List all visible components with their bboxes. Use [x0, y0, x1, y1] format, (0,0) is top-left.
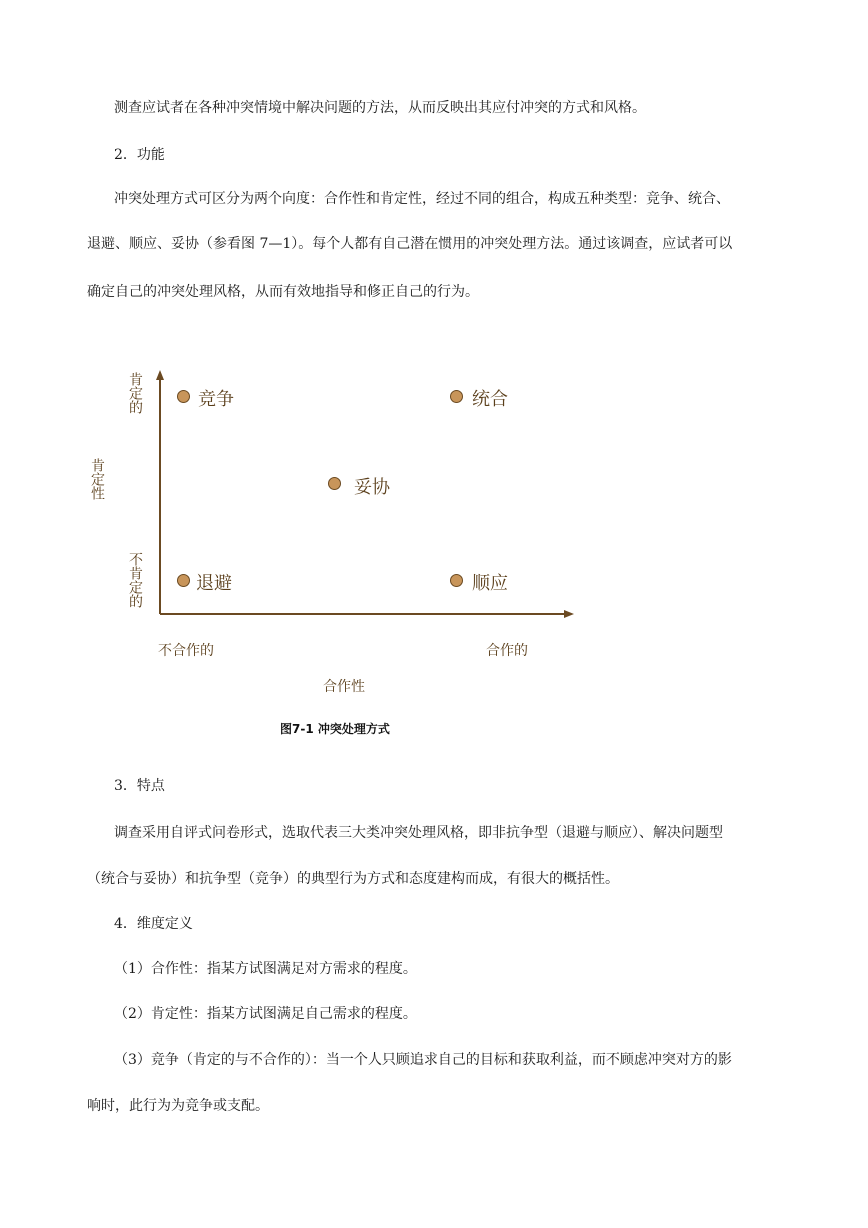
avoiding-point-dot [177, 574, 190, 587]
heading-function: 2．功能 [114, 147, 165, 163]
y-bottom-label: 不肯定的 [127, 552, 143, 608]
y-top-label: 肯定的 [127, 372, 143, 414]
integrating-point-dot [450, 390, 463, 403]
definition-assertiveness: （2）肯定性：指某方试图满足自己需求的程度。 [114, 1006, 417, 1022]
paragraph-features-line2: （统合与妥协）和抗争型（竞争）的典型行为方式和态度建构而成，有很大的概括性。 [87, 871, 619, 887]
compromising-point-dot [328, 477, 341, 490]
accommodating-point-dot [450, 574, 463, 587]
compromising-label: 妥协 [354, 477, 390, 498]
competing-label: 竞争 [198, 389, 234, 410]
integrating-label: 统合 [472, 389, 508, 410]
y-axis-arrow [156, 370, 164, 380]
definition-cooperativeness: （1）合作性：指某方试图满足对方需求的程度。 [114, 961, 417, 977]
x-right-label: 合作的 [486, 643, 528, 659]
accommodating-label: 顺应 [472, 573, 508, 594]
definition-competing-line2: 响时，此行为为竞争或支配。 [87, 1098, 269, 1114]
x-left-label: 不合作的 [158, 643, 214, 659]
paragraph-function-line3: 确定自己的冲突处理风格，从而有效地指导和修正自己的行为。 [87, 284, 479, 300]
avoiding-label: 退避 [196, 573, 232, 594]
competing-point-dot [177, 390, 190, 403]
figure-caption: 图7-1 冲突处理方式 [280, 722, 390, 736]
heading-dimensions: 4．维度定义 [114, 916, 193, 932]
definition-competing-line1: （3）竞争（肯定的与不合作的）：当一个人只顾追求自己的目标和获取利益，而不顾虑冲突对方的影 [114, 1052, 732, 1068]
paragraph-function-line1: 冲突处理方式可区分为两个向度：合作性和肯定性，经过不同的组合，构成五种类型：竞争、统合、 [114, 191, 730, 207]
x-axis-title: 合作性 [323, 679, 365, 695]
y-axis-title: 肯定性 [89, 458, 105, 500]
heading-features: 3．特点 [114, 778, 165, 794]
paragraph-method: 测查应试者在各种冲突情境中解决问题的方法，从而反映出其应付冲突的方式和风格。 [114, 100, 646, 116]
x-axis-arrow [564, 610, 574, 618]
paragraph-features-line1: 调查采用自评式问卷形式，选取代表三大类冲突处理风格，即非抗争型（退避与顺应）、解决问题型 [114, 825, 723, 841]
paragraph-function-line2: 退避、顺应、妥协（参看图 7—1）。每个人都有自己潜在惯用的冲突处理方法。通过该调查，应试者可以 [87, 236, 733, 252]
